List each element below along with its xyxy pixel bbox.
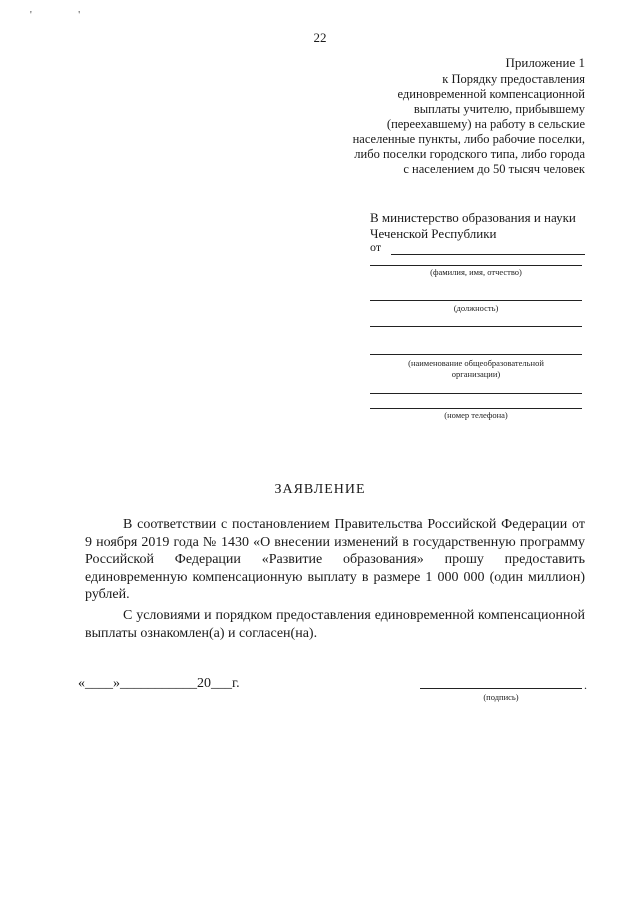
organization-fill-line[interactable] (370, 354, 582, 355)
appendix-line: с населением до 50 тысяч человек (403, 162, 585, 176)
organization-caption (370, 358, 582, 380)
signature-mark: . (584, 678, 587, 692)
page-number: 22 (313, 30, 327, 45)
appendix-line: выплаты учителю, прибывшему (413, 102, 585, 116)
position-caption: (должность) (453, 303, 499, 313)
appendix-line: населенные пункты, либо рабочие поселки, (352, 132, 585, 146)
organization-caption-line: (наименование общеобразовательной (408, 358, 544, 368)
appendix-title: Приложение 1 (505, 55, 585, 70)
appendix-line: к Порядку предоставления (442, 72, 585, 86)
consent-paragraph: С условиями и порядком предоставления единовременной компенсационной выплаты ознакомлен(а) и согласен(на). (85, 608, 585, 641)
phone-fill-line[interactable] (370, 408, 582, 409)
position-fill-line[interactable] (370, 300, 582, 301)
fio-fill-line[interactable] (370, 265, 582, 266)
from-fill-line[interactable] (391, 244, 585, 255)
appendix-line: единовременной компенсационной (397, 87, 585, 101)
appendix-line: либо поселки городского типа, либо города (354, 147, 585, 161)
position-extra-line[interactable] (370, 326, 582, 327)
scan-marks: ' ' (30, 10, 103, 21)
appendix-line: (переехавшему) на работу в сельские (386, 117, 585, 131)
document-title: ЗАЯВЛЕНИЕ (274, 482, 366, 497)
appendix-subtitle (300, 72, 585, 177)
addressee-line: Чеченской Республики (370, 226, 497, 241)
addressee-block (370, 210, 595, 242)
date-field[interactable]: «____»___________20___г. (78, 676, 240, 691)
signature-line[interactable] (420, 688, 582, 689)
from-label: от (370, 240, 382, 254)
fio-caption: (фамилия, имя, отчество) (430, 267, 522, 277)
phone-caption: (номер телефона) (444, 410, 508, 420)
addressee-line: В министерство образования и науки (370, 210, 576, 225)
organization-caption-line: организации) (451, 369, 501, 379)
signature-caption: (подпись) (483, 692, 519, 702)
organization-extra-line[interactable] (370, 393, 582, 394)
from-row (370, 240, 585, 255)
request-paragraph: В соответствии с постановлением Правительства Российской Федерации от 9 ноября 2019 года № 1430 «О внесении изменений в государственную программу Российской Федерации «Развитие образования» прошу предоставить единовременную компенсационную выплату в размере 1 000 000 (один миллион) рублей. (85, 517, 585, 602)
